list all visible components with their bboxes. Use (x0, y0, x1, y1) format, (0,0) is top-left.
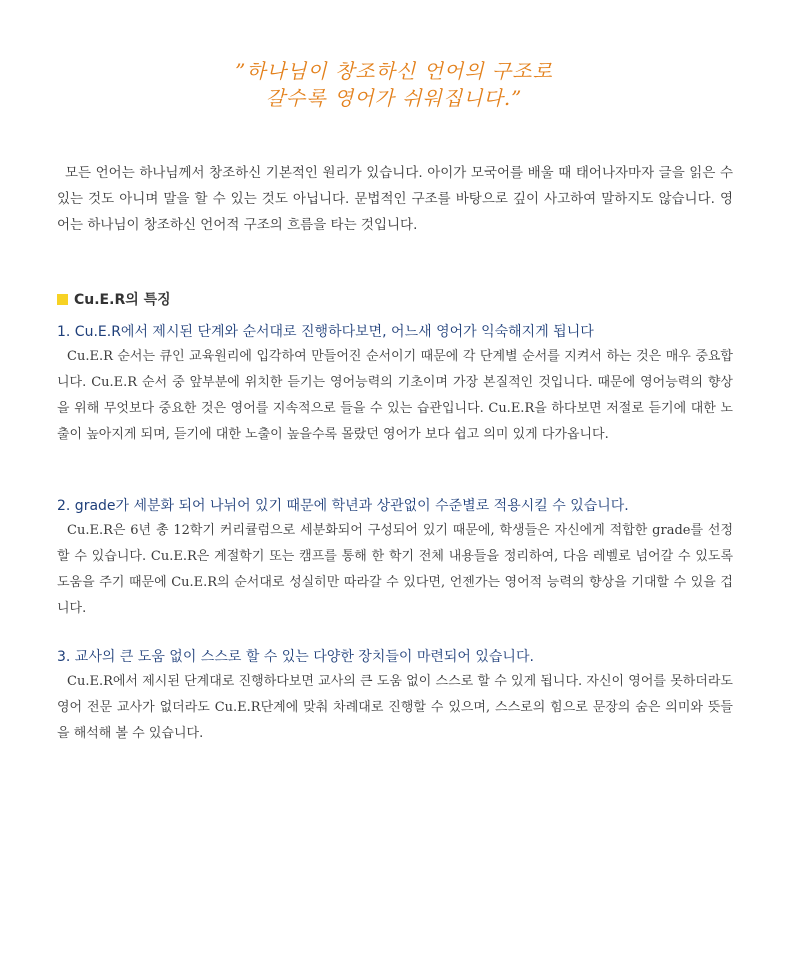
intro-paragraph: 모든 언어는 하나님께서 창조하신 기본적인 원리가 있습니다. 아이가 모국어를 배울 때 태어나자마자 글을 읽은 수 있는 것도 아니며 말을 할 수 있는 것도 아닙니다. 문법적인 구조를 바탕으로 깊이 사고하여 말하지도 않습니다. 영어는 하나님이 창조하신 언어적 구조의 흐름을 타는 것입니다. (57, 165, 733, 233)
feature-item-2 (57, 494, 733, 622)
quote-line-2: 갈수록 영어가 쉬워집니다.” (265, 86, 523, 110)
feature-heading: 2. grade가 세분화 되어 나뉘어 있기 때문에 학년과 상관없이 수준별로 적용시킬 수 있습니다. (57, 498, 629, 514)
section-title: Cu.E.R의 특징 (74, 292, 171, 308)
feature-item-3 (57, 645, 733, 747)
feature-heading: 3. 교사의 큰 도움 없이 스스로 할 수 있는 다양한 장치들이 마련되어 있습니다. (57, 649, 534, 665)
feature-heading: 1. Cu.E.R에서 제시된 단계와 순서대로 진행하다보면, 어느새 영어가 익숙해지게 됩니다 (57, 324, 594, 340)
quote-line-1: ”하나님이 창조하신 언어의 구조로 (235, 59, 553, 83)
intro-block (57, 160, 733, 238)
yellow-square-icon (57, 294, 68, 305)
feature-body: Cu.E.R에서 제시된 단계대로 진행하다보면 교사의 큰 도움 없이 스스로 할 수 있게 됩니다. 자신이 영어를 못하더라도 영어 전문 교사가 없더라도 Cu.E.R단계에 맞춰 차례대로 진행할 수 있으며, 스스로의 힘으로 문장의 숨은 의미와 뜻들을 해석해 볼 수 있습니다. (57, 674, 733, 741)
section-heading (57, 288, 171, 310)
feature-item-1 (57, 320, 733, 448)
feature-body: Cu.E.R은 6년 총 12학기 커리큘럼으로 세분화되어 구성되어 있기 때문에, 학생들은 자신에게 적합한 grade를 선정할 수 있습니다. Cu.E.R은 계절학기 또는 캠프를 통해 한 학기 전체 내용들을 정리하여, 다음 레벨로 넘어갈 수 있도록 도움을 주기 때문에 Cu.E.R의 순서대로 성실히만 따라갈 수 있다면, 언젠가는 영어적 능력의 향상을 기대할 수 있을 겁니다. (57, 523, 733, 616)
headline-quote (0, 58, 788, 112)
feature-body: Cu.E.R 순서는 큐인 교육원리에 입각하여 만들어진 순서이기 때문에 각 단계별 순서를 지켜서 하는 것은 매우 중요합니다. Cu.E.R 순서 중 앞부분에 위치한 듣기는 영어능력의 기초이며 가장 본질적인 것입니다. 때문에 영어능력의 향상을 위해 무엇보다 중요한 것은 영어를 지속적으로 들을 수 있는 습관입니다. Cu.E.R을 하다보면 저절로 듣기에 대한 노출이 높아지게 되며, 듣기에 대한 노출이 높을수록 몰랐던 영어가 보다 쉽고 의미 있게 다가옵니다. (57, 349, 733, 442)
